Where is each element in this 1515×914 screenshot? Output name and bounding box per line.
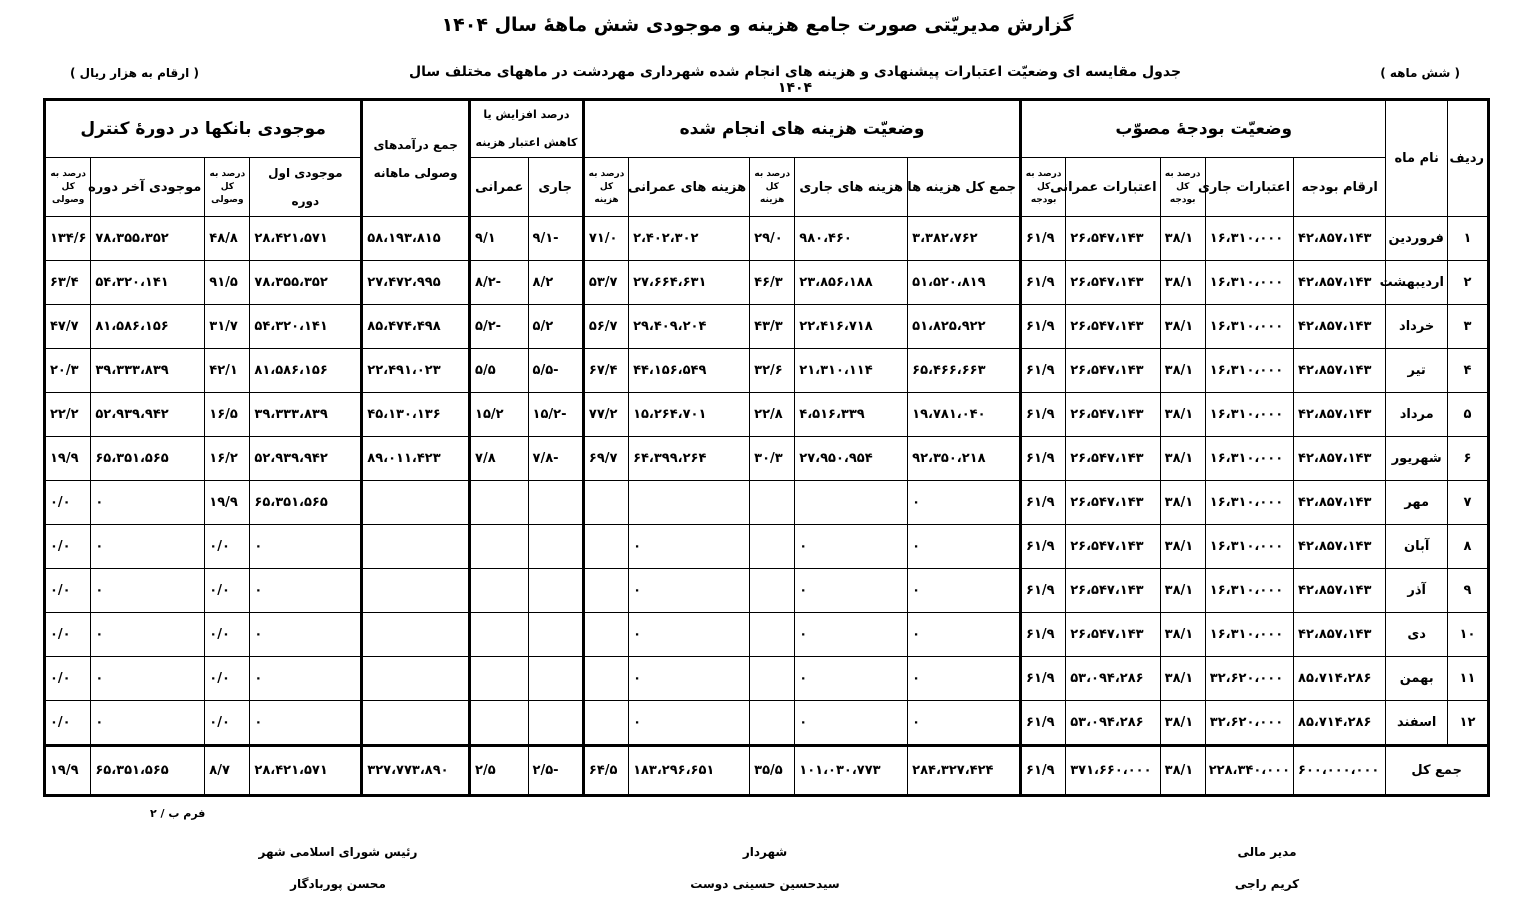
cell-dev-pct: ۶۱/۹ xyxy=(1021,261,1066,305)
cell-opening: ۳۹،۳۳۳،۸۳۹ xyxy=(250,393,362,437)
cell-cur-credit: ۱۶،۳۱۰،۰۰۰ xyxy=(1205,305,1293,349)
cell-cur-exp-pct: ۳۲/۶ xyxy=(750,349,795,393)
cell-dev-pct: ۶۱/۹ xyxy=(1021,217,1066,261)
total-label: جمع کل xyxy=(1386,746,1489,796)
cell-closing: ۸۱،۵۸۶،۱۵۶ xyxy=(91,305,205,349)
cell-closing-pct: ۰/۰ xyxy=(45,657,91,701)
header-dev-expense: هزینه های عمرانی xyxy=(629,158,750,217)
cell-budget: ۴۲،۸۵۷،۱۴۳ xyxy=(1294,525,1386,569)
cell-closing: ۰ xyxy=(91,657,205,701)
table-subtitle: جدول مقایسه ای وضعیّت اعتبارات پیشنهادی و هزینه های انجام شده شهرداری مهردشت در ماههای مختلف سال ۱۴۰۴ xyxy=(408,64,1182,96)
cell-closing-pct: ۰/۰ xyxy=(45,569,91,613)
cell-closing: ۵۲،۹۳۹،۹۴۲ xyxy=(91,393,205,437)
cell-budget: ۸۵،۷۱۴،۲۸۶ xyxy=(1294,657,1386,701)
cell-chg-dev: ۵/۵ xyxy=(470,349,528,393)
cell-cur-exp-pct xyxy=(750,569,795,613)
cell-closing: ۰ xyxy=(91,569,205,613)
cell-cur-exp: ۰ xyxy=(795,657,908,701)
cell-cur-pct: ۳۸/۱ xyxy=(1160,613,1205,657)
council-name: محسن پوربادگار xyxy=(290,877,386,891)
cell-opening-pct: ۱۶/۵ xyxy=(205,393,250,437)
cell-dev-exp: ۱۵،۲۶۴،۷۰۱ xyxy=(629,393,750,437)
cell-dev-pct: ۶۱/۹ xyxy=(1021,305,1066,349)
table-row xyxy=(45,437,1489,481)
header-closing: موجودی آخر دوره xyxy=(91,158,205,217)
cell-opening: ۰ xyxy=(250,701,362,746)
cell-chg-dev: ۱۵/۲ xyxy=(470,393,528,437)
total-total-exp: ۲۸۴،۳۲۷،۴۲۴ xyxy=(908,746,1021,796)
cell-budget: ۴۲،۸۵۷،۱۴۳ xyxy=(1294,569,1386,613)
report-title: گزارش مدیریّتی صورت جامع هزینه و موجودی شش ماههٔ سال ۱۴۰۴ xyxy=(441,14,1074,36)
cell-opening-pct: ۴۲/۱ xyxy=(205,349,250,393)
cell-dev-exp xyxy=(629,481,750,525)
row-number: ۹ xyxy=(1447,569,1488,613)
cell-opening: ۸۱،۵۸۶،۱۵۶ xyxy=(250,349,362,393)
period-note: ( شش ماهه ) xyxy=(1380,66,1460,80)
header-closing-pct: درصد به کل وصولی xyxy=(45,158,91,217)
budget-table xyxy=(43,98,1490,797)
finance-title: مدیر مالی xyxy=(1237,845,1297,859)
cell-opening: ۰ xyxy=(250,569,362,613)
cell-cur-credit: ۱۶،۳۱۰،۰۰۰ xyxy=(1205,261,1293,305)
cell-income: ۸۵،۴۷۴،۴۹۸ xyxy=(362,305,470,349)
cell-budget: ۴۲،۸۵۷،۱۴۳ xyxy=(1294,349,1386,393)
total-opening: ۲۸،۴۲۱،۵۷۱ xyxy=(250,746,362,796)
cell-income xyxy=(362,701,470,746)
cell-cur-pct: ۳۸/۱ xyxy=(1160,349,1205,393)
cell-opening: ۰ xyxy=(250,657,362,701)
total-cur-exp-pct: ۳۵/۵ xyxy=(750,746,795,796)
cell-dev-pct: ۶۱/۹ xyxy=(1021,613,1066,657)
cell-income: ۸۹،۰۱۱،۴۲۳ xyxy=(362,437,470,481)
cell-dev-credit: ۲۶،۵۴۷،۱۴۳ xyxy=(1066,481,1160,525)
cell-cur-exp: ۲۱،۳۱۰،۱۱۴ xyxy=(795,349,908,393)
cell-cur-credit: ۱۶،۳۱۰،۰۰۰ xyxy=(1205,393,1293,437)
cell-cur-pct: ۳۸/۱ xyxy=(1160,437,1205,481)
cell-chg-cur: ۵/۲ xyxy=(528,305,583,349)
cell-chg-dev xyxy=(470,613,528,657)
total-cur-pct: ۳۸/۱ xyxy=(1160,746,1205,796)
cell-chg-cur: -۷/۸ xyxy=(528,437,583,481)
cell-chg-cur xyxy=(528,613,583,657)
cell-chg-dev xyxy=(470,701,528,746)
cell-opening: ۷۸،۳۵۵،۳۵۲ xyxy=(250,261,362,305)
cell-chg-cur xyxy=(528,525,583,569)
cell-cur-exp xyxy=(795,481,908,525)
header-current-exp-pct: درصد به کل هزینه xyxy=(750,158,795,217)
header-current-pct: درصد به کل بودجه xyxy=(1160,158,1205,217)
row-number: ۳ xyxy=(1447,305,1488,349)
cell-chg-dev: ۹/۱ xyxy=(470,217,528,261)
cell-chg-dev xyxy=(470,569,528,613)
header-row-no: ردیف xyxy=(1447,100,1488,217)
cell-opening: ۶۵،۳۵۱،۵۶۵ xyxy=(250,481,362,525)
cell-dev-exp: ۰ xyxy=(629,569,750,613)
table-row xyxy=(45,569,1489,613)
cell-closing: ۷۸،۳۵۵،۳۵۲ xyxy=(91,217,205,261)
header-dev-pct: درصد به کل بودجه xyxy=(1021,158,1066,217)
total-chg-dev: ۲/۵ xyxy=(470,746,528,796)
cell-income xyxy=(362,569,470,613)
cell-opening: ۰ xyxy=(250,525,362,569)
cell-cur-pct: ۳۸/۱ xyxy=(1160,305,1205,349)
cell-cur-pct: ۳۸/۱ xyxy=(1160,217,1205,261)
cell-dev-exp-pct xyxy=(583,569,628,613)
cell-chg-cur: -۵/۵ xyxy=(528,349,583,393)
cell-cur-pct: ۳۸/۱ xyxy=(1160,261,1205,305)
cell-opening-pct: ۰/۰ xyxy=(205,525,250,569)
total-dev-credit: ۳۷۱،۶۶۰،۰۰۰ xyxy=(1066,746,1160,796)
header-bank-group: موجودی بانکها در دورهٔ کنترل xyxy=(45,100,362,158)
cell-cur-exp-pct xyxy=(750,657,795,701)
cell-dev-exp-pct xyxy=(583,657,628,701)
month-name: مرداد xyxy=(1386,393,1448,437)
cell-budget: ۴۲،۸۵۷،۱۴۳ xyxy=(1294,305,1386,349)
cell-dev-exp-pct: ۵۳/۷ xyxy=(583,261,628,305)
cell-income xyxy=(362,481,470,525)
cell-dev-exp: ۰ xyxy=(629,701,750,746)
header-change-group: درصد افزایش یا کاهش اعتبار هزینه xyxy=(470,100,584,158)
cell-closing: ۶۵،۳۵۱،۵۶۵ xyxy=(91,437,205,481)
month-name: مهر xyxy=(1386,481,1448,525)
row-number: ۱۰ xyxy=(1447,613,1488,657)
cell-income xyxy=(362,525,470,569)
cell-closing: ۰ xyxy=(91,701,205,746)
cell-chg-dev xyxy=(470,657,528,701)
cell-opening-pct: ۰/۰ xyxy=(205,657,250,701)
cell-budget: ۴۲،۸۵۷،۱۴۳ xyxy=(1294,393,1386,437)
cell-chg-cur: -۹/۱ xyxy=(528,217,583,261)
cell-dev-exp-pct xyxy=(583,481,628,525)
cell-cur-exp-pct: ۴۶/۳ xyxy=(750,261,795,305)
cell-budget: ۸۵،۷۱۴،۲۸۶ xyxy=(1294,701,1386,746)
cell-closing-pct: ۱۳۴/۶ xyxy=(45,217,91,261)
cell-closing-pct: ۰/۰ xyxy=(45,701,91,746)
cell-chg-dev: -۵/۲ xyxy=(470,305,528,349)
cell-cur-exp: ۰ xyxy=(795,613,908,657)
cell-cur-exp: ۹۸۰،۴۶۰ xyxy=(795,217,908,261)
header-change-current: جاری xyxy=(528,158,583,217)
cell-closing-pct: ۴۷/۷ xyxy=(45,305,91,349)
header-current-credit: اعتبارات جاری xyxy=(1205,158,1293,217)
cell-chg-dev xyxy=(470,481,528,525)
total-cur-credit: ۲۲۸،۳۴۰،۰۰۰ xyxy=(1205,746,1293,796)
row-number: ۵ xyxy=(1447,393,1488,437)
cell-cur-exp-pct xyxy=(750,481,795,525)
cell-dev-pct: ۶۱/۹ xyxy=(1021,481,1066,525)
total-closing: ۶۵،۳۵۱،۵۶۵ xyxy=(91,746,205,796)
cell-cur-exp: ۲۲،۴۱۶،۷۱۸ xyxy=(795,305,908,349)
cell-dev-exp: ۶۴،۳۹۹،۲۶۴ xyxy=(629,437,750,481)
cell-dev-exp: ۲۹،۴۰۹،۲۰۴ xyxy=(629,305,750,349)
cell-chg-cur: -۱۵/۲ xyxy=(528,393,583,437)
cell-chg-dev: ۷/۸ xyxy=(470,437,528,481)
cell-cur-exp: ۰ xyxy=(795,701,908,746)
total-income: ۳۲۷،۷۷۳،۸۹۰ xyxy=(362,746,470,796)
cell-dev-credit: ۵۳،۰۹۴،۲۸۶ xyxy=(1066,701,1160,746)
row-number: ۶ xyxy=(1447,437,1488,481)
row-number: ۱۲ xyxy=(1447,701,1488,746)
cell-opening-pct: ۱۹/۹ xyxy=(205,481,250,525)
cell-closing: ۵۴،۳۲۰،۱۴۱ xyxy=(91,261,205,305)
cell-dev-credit: ۲۶،۵۴۷،۱۴۳ xyxy=(1066,525,1160,569)
header-dev-exp-pct: درصد به کل هزینه xyxy=(583,158,628,217)
month-name: بهمن xyxy=(1386,657,1448,701)
cell-opening: ۰ xyxy=(250,613,362,657)
cell-opening-pct: ۰/۰ xyxy=(205,569,250,613)
cell-dev-pct: ۶۱/۹ xyxy=(1021,393,1066,437)
cell-chg-cur xyxy=(528,569,583,613)
cell-cur-pct: ۳۸/۱ xyxy=(1160,569,1205,613)
header-expense-group: وضعیّت هزینه های انجام شده xyxy=(583,100,1020,158)
total-dev-pct: ۶۱/۹ xyxy=(1021,746,1066,796)
total-opening-pct: ۸/۷ xyxy=(205,746,250,796)
cell-total-exp: ۰ xyxy=(908,569,1021,613)
total-budget: ۶۰۰،۰۰۰،۰۰۰ xyxy=(1294,746,1386,796)
council-title: رئیس شورای اسلامی شهر xyxy=(258,845,418,859)
header-current-expense: هزینه های جاری xyxy=(795,158,908,217)
table-row xyxy=(45,349,1489,393)
cell-cur-exp-pct: ۲۹/۰ xyxy=(750,217,795,261)
cell-dev-pct: ۶۱/۹ xyxy=(1021,569,1066,613)
cell-dev-exp-pct xyxy=(583,525,628,569)
cell-opening-pct: ۰/۰ xyxy=(205,701,250,746)
cell-chg-cur xyxy=(528,701,583,746)
cell-budget: ۴۲،۸۵۷،۱۴۳ xyxy=(1294,437,1386,481)
cell-dev-credit: ۲۶،۵۴۷،۱۴۳ xyxy=(1066,437,1160,481)
mayor-title: شهردار xyxy=(742,845,788,859)
cell-opening-pct: ۰/۰ xyxy=(205,613,250,657)
cell-closing-pct: ۰/۰ xyxy=(45,481,91,525)
cell-budget: ۴۲،۸۵۷،۱۴۳ xyxy=(1294,261,1386,305)
cell-dev-exp-pct: ۶۹/۷ xyxy=(583,437,628,481)
header-change-dev: عمرانی xyxy=(470,158,528,217)
month-name: آذر xyxy=(1386,569,1448,613)
row-number: ۸ xyxy=(1447,525,1488,569)
cell-dev-exp-pct xyxy=(583,701,628,746)
cell-total-exp: ۱۹،۷۸۱،۰۴۰ xyxy=(908,393,1021,437)
cell-opening-pct: ۱۶/۲ xyxy=(205,437,250,481)
cell-total-exp: ۰ xyxy=(908,525,1021,569)
cell-dev-exp-pct: ۶۷/۴ xyxy=(583,349,628,393)
cell-cur-credit: ۱۶،۳۱۰،۰۰۰ xyxy=(1205,481,1293,525)
cell-total-exp: ۹۲،۳۵۰،۲۱۸ xyxy=(908,437,1021,481)
cell-closing-pct: ۲۲/۲ xyxy=(45,393,91,437)
table-row xyxy=(45,525,1489,569)
table-row xyxy=(45,481,1489,525)
cell-closing: ۳۹،۳۳۳،۸۳۹ xyxy=(91,349,205,393)
cell-dev-exp-pct: ۵۶/۷ xyxy=(583,305,628,349)
cell-closing: ۰ xyxy=(91,525,205,569)
cell-income xyxy=(362,613,470,657)
cell-cur-pct: ۳۸/۱ xyxy=(1160,525,1205,569)
cell-cur-pct: ۳۸/۱ xyxy=(1160,481,1205,525)
cell-cur-credit: ۳۲،۶۲۰،۰۰۰ xyxy=(1205,657,1293,701)
cell-cur-credit: ۱۶،۳۱۰،۰۰۰ xyxy=(1205,437,1293,481)
table-row xyxy=(45,217,1489,261)
table-row xyxy=(45,701,1489,746)
cell-chg-dev xyxy=(470,525,528,569)
total-dev-exp-pct: ۶۴/۵ xyxy=(583,746,628,796)
total-row xyxy=(45,746,1489,796)
cell-chg-cur: ۸/۲ xyxy=(528,261,583,305)
total-cur-exp: ۱۰۱،۰۳۰،۷۷۳ xyxy=(795,746,908,796)
cell-income: ۴۵،۱۳۰،۱۳۶ xyxy=(362,393,470,437)
month-name: آبان xyxy=(1386,525,1448,569)
cell-budget: ۴۲،۸۵۷،۱۴۳ xyxy=(1294,613,1386,657)
finance-name: کریم راجی xyxy=(1234,877,1300,891)
month-name: خرداد xyxy=(1386,305,1448,349)
cell-closing: ۰ xyxy=(91,613,205,657)
cell-total-exp: ۵۱،۸۲۵،۹۲۲ xyxy=(908,305,1021,349)
header-opening-pct: درصد به کل وصولی xyxy=(205,158,250,217)
cell-dev-pct: ۶۱/۹ xyxy=(1021,657,1066,701)
cell-cur-pct: ۳۸/۱ xyxy=(1160,657,1205,701)
header-total-expense: جمع کل هزینه ها xyxy=(908,158,1021,217)
table-row xyxy=(45,305,1489,349)
header-month: نام ماه xyxy=(1386,100,1448,217)
cell-dev-exp: ۰ xyxy=(629,525,750,569)
cell-cur-exp: ۴،۵۱۶،۳۳۹ xyxy=(795,393,908,437)
cell-cur-credit: ۱۶،۳۱۰،۰۰۰ xyxy=(1205,217,1293,261)
cell-opening-pct: ۹۱/۵ xyxy=(205,261,250,305)
month-name: فروردین xyxy=(1386,217,1448,261)
row-number: ۷ xyxy=(1447,481,1488,525)
total-chg-cur: -۲/۵ xyxy=(528,746,583,796)
cell-chg-dev: -۸/۲ xyxy=(470,261,528,305)
form-code: فرم ب / ۲ xyxy=(150,807,206,820)
cell-budget: ۴۲،۸۵۷،۱۴۳ xyxy=(1294,217,1386,261)
cell-opening: ۵۲،۹۳۹،۹۴۲ xyxy=(250,437,362,481)
cell-total-exp: ۰ xyxy=(908,613,1021,657)
header-opening: موجودی اول دوره xyxy=(250,158,362,217)
header-budget-amount: ارقام بودجه xyxy=(1294,158,1386,217)
cell-opening: ۵۴،۳۲۰،۱۴۱ xyxy=(250,305,362,349)
cell-dev-credit: ۲۶،۵۴۷،۱۴۳ xyxy=(1066,305,1160,349)
cell-dev-exp: ۰ xyxy=(629,657,750,701)
cell-dev-exp: ۰ xyxy=(629,613,750,657)
table-row xyxy=(45,657,1489,701)
cell-dev-exp: ۴۴،۱۵۶،۵۴۹ xyxy=(629,349,750,393)
cell-dev-credit: ۲۶،۵۴۷،۱۴۳ xyxy=(1066,613,1160,657)
total-closing-pct: ۱۹/۹ xyxy=(45,746,91,796)
cell-total-exp: ۳،۳۸۲،۷۶۲ xyxy=(908,217,1021,261)
cell-dev-pct: ۶۱/۹ xyxy=(1021,437,1066,481)
cell-opening-pct: ۴۸/۸ xyxy=(205,217,250,261)
cell-income: ۲۷،۴۷۲،۹۹۵ xyxy=(362,261,470,305)
header-dev-credit: اعتبارات عمرانی xyxy=(1066,158,1160,217)
cell-income: ۲۲،۴۹۱،۰۲۳ xyxy=(362,349,470,393)
cell-cur-credit: ۱۶،۳۱۰،۰۰۰ xyxy=(1205,349,1293,393)
unit-note: ( ارقام به هزار ریال ) xyxy=(70,66,199,80)
cell-dev-credit: ۵۳،۰۹۴،۲۸۶ xyxy=(1066,657,1160,701)
month-name: دی xyxy=(1386,613,1448,657)
cell-dev-exp: ۲،۴۰۲،۳۰۲ xyxy=(629,217,750,261)
cell-cur-credit: ۱۶،۳۱۰،۰۰۰ xyxy=(1205,569,1293,613)
cell-cur-credit: ۱۶،۳۱۰،۰۰۰ xyxy=(1205,525,1293,569)
cell-budget: ۴۲،۸۵۷،۱۴۳ xyxy=(1294,481,1386,525)
month-name: تیر xyxy=(1386,349,1448,393)
cell-dev-exp-pct: ۷۷/۲ xyxy=(583,393,628,437)
cell-closing: ۰ xyxy=(91,481,205,525)
cell-dev-exp-pct xyxy=(583,613,628,657)
cell-closing-pct: ۱۹/۹ xyxy=(45,437,91,481)
cell-cur-exp: ۰ xyxy=(795,525,908,569)
cell-closing-pct: ۶۳/۴ xyxy=(45,261,91,305)
cell-dev-exp: ۲۷،۶۶۴،۶۳۱ xyxy=(629,261,750,305)
cell-cur-credit: ۳۲،۶۲۰،۰۰۰ xyxy=(1205,701,1293,746)
cell-dev-credit: ۲۶،۵۴۷،۱۴۳ xyxy=(1066,349,1160,393)
header-budget-group: وضعیّت بودجهٔ مصوّب xyxy=(1021,100,1386,158)
cell-chg-cur xyxy=(528,657,583,701)
month-name: اردیبهشت xyxy=(1386,261,1448,305)
cell-cur-exp: ۲۳،۸۵۶،۱۸۸ xyxy=(795,261,908,305)
cell-cur-exp-pct: ۲۲/۸ xyxy=(750,393,795,437)
cell-dev-pct: ۶۱/۹ xyxy=(1021,349,1066,393)
month-name: شهریور xyxy=(1386,437,1448,481)
row-number: ۴ xyxy=(1447,349,1488,393)
cell-dev-pct: ۶۱/۹ xyxy=(1021,701,1066,746)
cell-cur-pct: ۳۸/۱ xyxy=(1160,701,1205,746)
cell-dev-credit: ۲۶،۵۴۷،۱۴۳ xyxy=(1066,569,1160,613)
cell-dev-credit: ۲۶،۵۴۷،۱۴۳ xyxy=(1066,393,1160,437)
cell-closing-pct: ۰/۰ xyxy=(45,613,91,657)
cell-income xyxy=(362,657,470,701)
cell-opening: ۲۸،۴۲۱،۵۷۱ xyxy=(250,217,362,261)
cell-cur-exp-pct: ۴۳/۳ xyxy=(750,305,795,349)
cell-cur-exp: ۰ xyxy=(795,569,908,613)
cell-total-exp: ۶۵،۴۶۶،۶۶۳ xyxy=(908,349,1021,393)
cell-income: ۵۸،۱۹۳،۸۱۵ xyxy=(362,217,470,261)
cell-dev-credit: ۲۶،۵۴۷،۱۴۳ xyxy=(1066,261,1160,305)
table-row xyxy=(45,393,1489,437)
header-income: جمع درآمدهای وصولی ماهانه xyxy=(362,100,470,217)
cell-dev-credit: ۲۶،۵۴۷،۱۴۳ xyxy=(1066,217,1160,261)
cell-closing-pct: ۰/۰ xyxy=(45,525,91,569)
cell-cur-exp-pct xyxy=(750,525,795,569)
mayor-name: سیدحسین حسینی دوست xyxy=(690,877,840,891)
cell-total-exp: ۰ xyxy=(908,657,1021,701)
cell-opening-pct: ۳۱/۷ xyxy=(205,305,250,349)
cell-dev-exp-pct: ۷۱/۰ xyxy=(583,217,628,261)
cell-total-exp: ۵۱،۵۲۰،۸۱۹ xyxy=(908,261,1021,305)
month-name: اسفند xyxy=(1386,701,1448,746)
total-dev-exp: ۱۸۳،۲۹۶،۶۵۱ xyxy=(629,746,750,796)
cell-cur-exp-pct xyxy=(750,701,795,746)
row-number: ۱۱ xyxy=(1447,657,1488,701)
cell-cur-exp-pct xyxy=(750,613,795,657)
cell-dev-pct: ۶۱/۹ xyxy=(1021,525,1066,569)
table-row xyxy=(45,261,1489,305)
cell-cur-exp-pct: ۳۰/۳ xyxy=(750,437,795,481)
cell-cur-exp: ۲۷،۹۵۰،۹۵۴ xyxy=(795,437,908,481)
row-number: ۲ xyxy=(1447,261,1488,305)
cell-total-exp: ۰ xyxy=(908,481,1021,525)
cell-cur-credit: ۱۶،۳۱۰،۰۰۰ xyxy=(1205,613,1293,657)
table-row xyxy=(45,613,1489,657)
cell-closing-pct: ۲۰/۳ xyxy=(45,349,91,393)
cell-cur-pct: ۳۸/۱ xyxy=(1160,393,1205,437)
row-number: ۱ xyxy=(1447,217,1488,261)
cell-total-exp: ۰ xyxy=(908,701,1021,746)
cell-chg-cur xyxy=(528,481,583,525)
